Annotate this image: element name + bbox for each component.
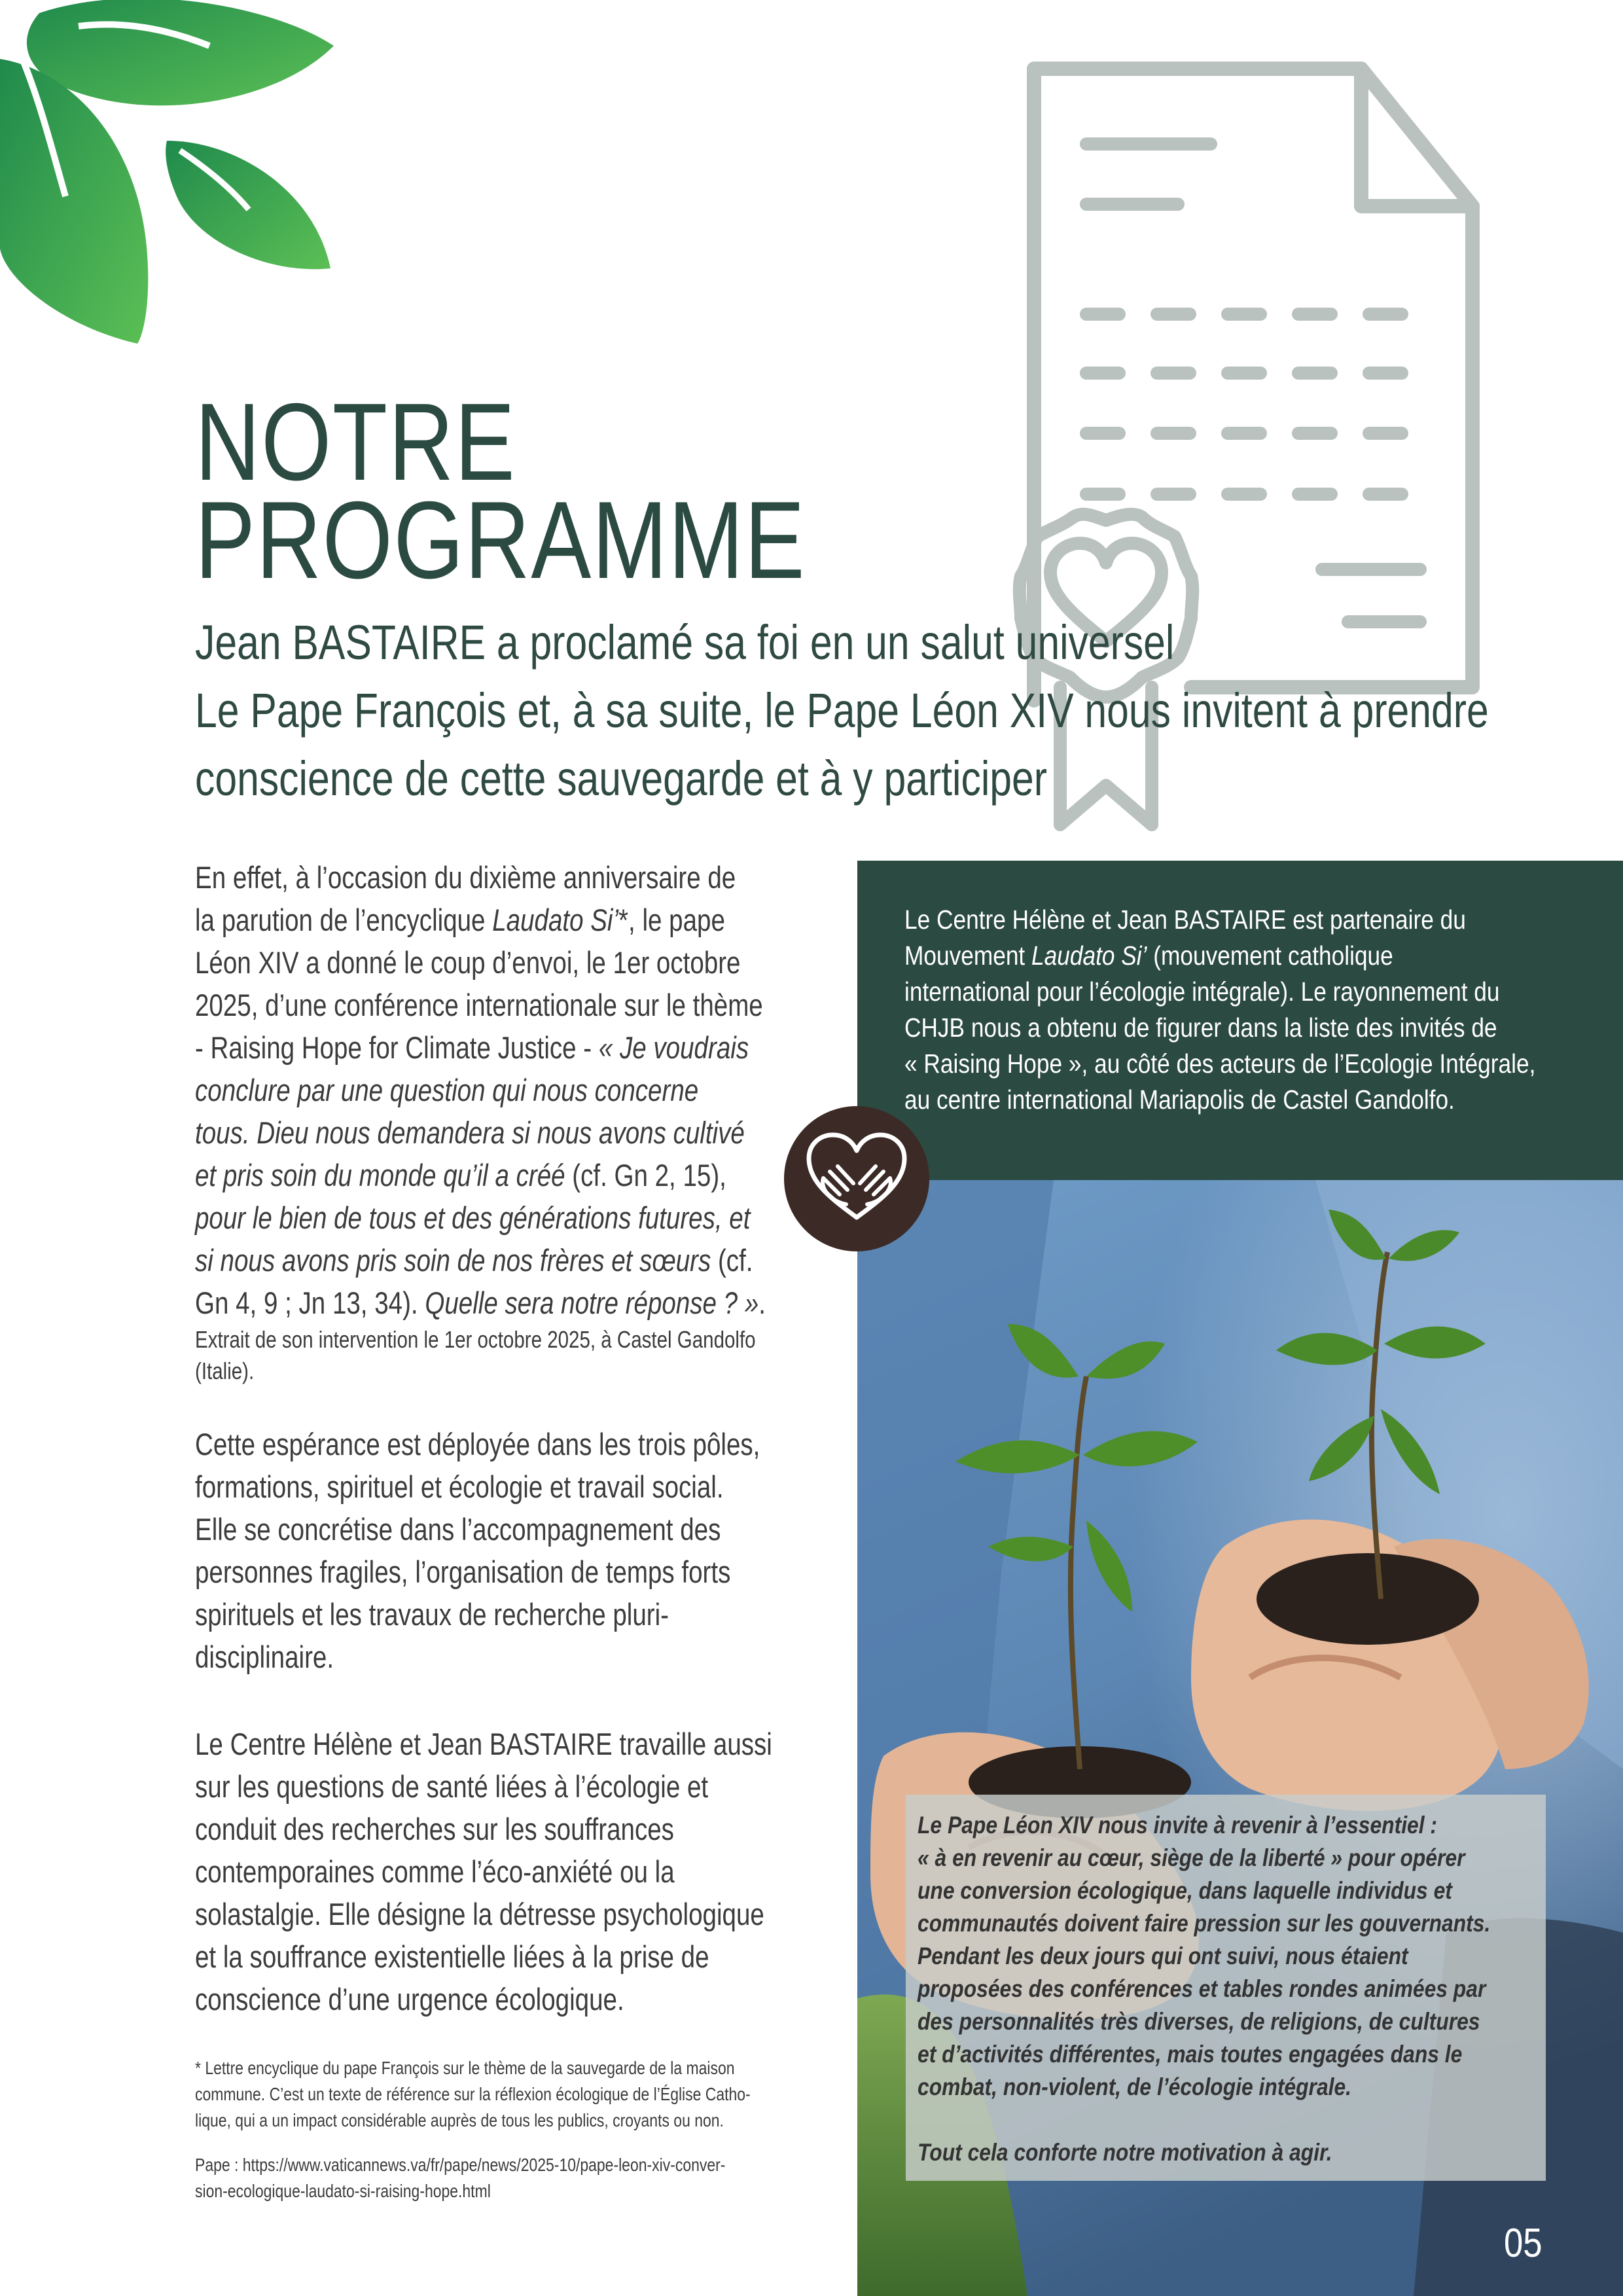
footnotes: * Lettre encyclique du pape François sur le thème de la sauvegarde de la maison commune. C’est un texte de référence sur la réflexion écologique de l’Église Catho- lique, qui a un impact considérable auprès de tous les publics, croyants ou non. Pape : https://www.vaticannews.va/fr/pape/news/2025-10/pape-leon-xiv-conver- sion-ecologique-laudato-si-raising-hope.html <box>195 2055 839 2204</box>
heart-hands-icon <box>784 1106 929 1251</box>
paragraph-intro: En effet, à l’occasion du dixième anniversaire de la parution de l’encyclique Laudato Si’*, le pape Léon XIV a donné le coup d’envoi, le 1er octobre 2025, d’une conférence internationale sur le thème - Raising Hope for Climate Justice - « Je voudrais conclure par une question qui nous concerne tous. Dieu nous demandera si nous avons cultivé et pris soin du monde qu’il a créé (cf. Gn 2, 15), pour le bien de tous et des générations futures, et si nous avons pris soin de nos frères et sœurs (cf. Gn 4, 9 ; Jn 13, 34). Quelle sera notre réponse ? ». Extrait de son intervention le 1er octobre 2025, à Castel Gandolfo (Italie). <box>195 856 791 1387</box>
subtitle-line: conscience de cette sauvegarde et à y participer <box>195 751 1048 806</box>
source-link[interactable]: sion-ecologique-laudato-si-raising-hope.html <box>195 2181 491 2201</box>
quote-source: Extrait de son intervention le 1er octobre 2025, à Castel Gandolfo <box>195 1326 756 1353</box>
source-link[interactable]: Pape : https://www.vaticannews.va/fr/pape/news/2025-10/pape-leon-xiv-conver- <box>195 2155 726 2175</box>
page-title-line2: PROGRAMME <box>195 478 806 601</box>
subtitle-line: Jean BASTAIRE a proclamé sa foi en un salut universel <box>195 615 1175 670</box>
page-number: 05 <box>1504 2221 1543 2266</box>
leaves-decoration-icon <box>0 0 340 353</box>
quote-text: Le Pape Léon XIV nous invite à revenir à l’essentiel : « à en revenir au cœur, siège de la liberté » pour opérer une conversion écologique, dans laquelle individus et communautés doivent faire pression sur les gouvernants. Pendant les deux jours qui ont suivi, nous étaient proposées des conférences et tables rondes animées par des personnalités très diverses, de religions, de cultures et d’activités différentes, mais toutes engagées dans le combat, non-violent, de l’écologie intégrale. Tout cela conforte notre motivation à agir. <box>918 1812 1491 2166</box>
subtitle <box>195 609 1489 813</box>
paragraph-poles: Cette espérance est déployée dans les trois pôles, formations, spirituel et écologie et travail social. Elle se concrétise dans l’accompagnement des personnes fragiles, l’organisation de temps forts spirituels et les travaux de recherche pluri- disciplinaire. <box>195 1427 760 1674</box>
subtitle-line: Le Pape François et, à sa suite, le Pape Léon XIV nous invitent à prendre <box>195 683 1489 738</box>
partner-text: Le Centre Hélène et Jean BASTAIRE est partenaire du Mouvement Laudato Si’ (mouvement catholique international pour l’écologie intégrale). Le rayonnement du CHJB nous a obtenu de figurer dans la liste des invités de « Raising Hope », au côté des acteurs de l’Ecologie Intégrale, au centre international Mariapolis de Castel Gandolfo. <box>904 905 1536 1115</box>
paragraph-health: Le Centre Hélène et Jean BASTAIRE travaille aussi sur les questions de santé liées à l’écologie et conduit des recherches sur les souffrances contemporaines comme l’éco-anxiété ou la solastalgie. Elle désigne la détresse psychologique et la souffrance existentielle liées à la prise de conscience d’une urgence écologique. <box>195 1727 772 2017</box>
page-title <box>195 380 806 601</box>
quote-source: (Italie). <box>195 1357 255 1384</box>
page-title-line1: NOTRE <box>195 380 516 503</box>
